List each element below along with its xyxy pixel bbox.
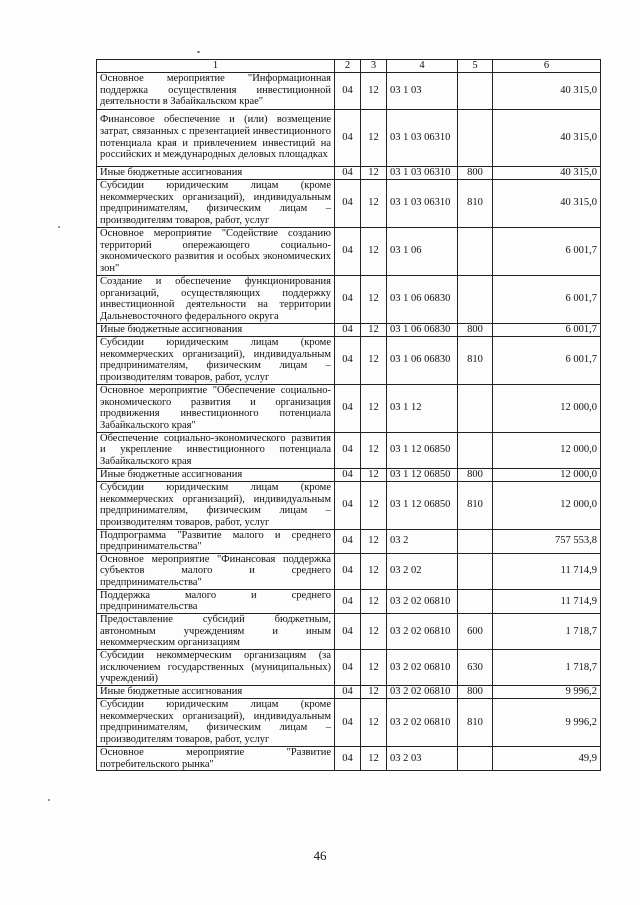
page-number: 46 bbox=[313, 848, 327, 863]
row-name: Основное мероприятие "Содействие созданию территорий опережающего социально-экономического развития и особых экономических зон" bbox=[97, 227, 335, 275]
header-col-1: 1 bbox=[97, 60, 335, 73]
table-row bbox=[97, 746, 601, 770]
row-col-6: 1 718,7 bbox=[493, 649, 601, 685]
row-col-6: 12 000,0 bbox=[493, 481, 601, 529]
table-row bbox=[97, 72, 601, 109]
row-col-2: 04 bbox=[335, 746, 361, 770]
row-name: Субсидии некоммерческим организациям (за исключением государственных (муниципальных) учреждений) bbox=[97, 649, 335, 685]
row-col-4: 03 1 06 06830 bbox=[387, 336, 458, 384]
budget-table bbox=[96, 59, 601, 771]
row-col-2: 04 bbox=[335, 179, 361, 227]
row-col-3: 12 bbox=[361, 166, 387, 179]
row-col-6: 11 714,9 bbox=[493, 553, 601, 589]
table-header-row bbox=[97, 60, 601, 73]
row-name: Основное мероприятие "Финансовая поддержка субъектов малого и среднего предпринимательства" bbox=[97, 553, 335, 589]
table-row bbox=[97, 432, 601, 468]
row-name: Поддержка малого и среднего предпринимательства bbox=[97, 589, 335, 613]
table-row bbox=[97, 649, 601, 685]
scan-speck bbox=[48, 799, 50, 801]
row-col-4: 03 2 02 06810 bbox=[387, 685, 458, 698]
row-col-2: 04 bbox=[335, 275, 361, 323]
row-col-5: 810 bbox=[458, 481, 493, 529]
row-name: Субсидии юридическим лицам (кроме некоммерческих организаций), индивидуальным предпринимателям, физическим лицам – производителям товаров, работ, услуг bbox=[97, 179, 335, 227]
row-col-6: 6 001,7 bbox=[493, 336, 601, 384]
row-col-4: 03 1 12 06850 bbox=[387, 481, 458, 529]
row-col-4: 03 1 06 bbox=[387, 227, 458, 275]
row-col-3: 12 bbox=[361, 698, 387, 746]
table-row bbox=[97, 529, 601, 553]
row-name: Иные бюджетные ассигнования bbox=[97, 685, 335, 698]
row-col-2: 04 bbox=[335, 432, 361, 468]
row-col-3: 12 bbox=[361, 746, 387, 770]
row-col-5: 630 bbox=[458, 649, 493, 685]
table-row bbox=[97, 698, 601, 746]
row-col-5 bbox=[458, 275, 493, 323]
row-col-3: 12 bbox=[361, 336, 387, 384]
row-col-6: 40 315,0 bbox=[493, 166, 601, 179]
row-col-4: 03 2 02 bbox=[387, 553, 458, 589]
table-row bbox=[97, 227, 601, 275]
row-col-5 bbox=[458, 589, 493, 613]
row-col-3: 12 bbox=[361, 275, 387, 323]
table-row bbox=[97, 109, 601, 166]
row-col-5: 800 bbox=[458, 685, 493, 698]
row-col-3: 12 bbox=[361, 553, 387, 589]
row-col-5: 800 bbox=[458, 468, 493, 481]
row-col-6: 11 714,9 bbox=[493, 589, 601, 613]
row-name: Основное мероприятие "Информационная поддержка осуществления инвестиционной деятельности в Забайкальском крае" bbox=[97, 72, 335, 109]
row-col-3: 12 bbox=[361, 384, 387, 432]
row-col-4: 03 1 12 06850 bbox=[387, 468, 458, 481]
row-col-6: 6 001,7 bbox=[493, 275, 601, 323]
row-name: Подпрограмма "Развитие малого и среднего предпринимательства" bbox=[97, 529, 335, 553]
row-col-3: 12 bbox=[361, 72, 387, 109]
table-row bbox=[97, 179, 601, 227]
row-col-4: 03 1 06 06830 bbox=[387, 323, 458, 336]
row-col-6: 40 315,0 bbox=[493, 179, 601, 227]
row-col-4: 03 1 06 06830 bbox=[387, 275, 458, 323]
row-col-5 bbox=[458, 529, 493, 553]
row-col-5 bbox=[458, 553, 493, 589]
row-col-3: 12 bbox=[361, 109, 387, 166]
row-name: Предоставление субсидий бюджетным, автономным учреждениям и иным некоммерческим организациям bbox=[97, 613, 335, 649]
table-row bbox=[97, 275, 601, 323]
row-col-5: 800 bbox=[458, 166, 493, 179]
row-col-6: 40 315,0 bbox=[493, 109, 601, 166]
row-col-2: 04 bbox=[335, 166, 361, 179]
row-col-3: 12 bbox=[361, 685, 387, 698]
scan-speck bbox=[197, 51, 200, 53]
row-name: Основное мероприятие "Обеспечение социально-экономического развития и организация продвижения инвестиционного потенциала Забайкальского края" bbox=[97, 384, 335, 432]
row-col-2: 04 bbox=[335, 553, 361, 589]
row-col-2: 04 bbox=[335, 613, 361, 649]
row-col-2: 04 bbox=[335, 109, 361, 166]
table-row bbox=[97, 166, 601, 179]
row-col-3: 12 bbox=[361, 323, 387, 336]
table-row bbox=[97, 553, 601, 589]
row-col-2: 04 bbox=[335, 698, 361, 746]
row-name: Субсидии юридическим лицам (кроме некоммерческих организаций), индивидуальным предпринимателям, физическим лицам – производителям товаров, работ, услуг bbox=[97, 336, 335, 384]
row-col-2: 04 bbox=[335, 529, 361, 553]
row-col-5 bbox=[458, 432, 493, 468]
row-col-5 bbox=[458, 746, 493, 770]
row-col-4: 03 2 02 06810 bbox=[387, 589, 458, 613]
row-col-6: 9 996,2 bbox=[493, 698, 601, 746]
row-col-2: 04 bbox=[335, 323, 361, 336]
table-row bbox=[97, 589, 601, 613]
row-col-4: 03 2 bbox=[387, 529, 458, 553]
row-col-6: 6 001,7 bbox=[493, 323, 601, 336]
row-col-4: 03 2 02 06810 bbox=[387, 613, 458, 649]
row-col-3: 12 bbox=[361, 589, 387, 613]
row-col-3: 12 bbox=[361, 227, 387, 275]
row-name: Создание и обеспечение функционирования организаций, осуществляющих поддержку инвестиционной деятельности на территории Дальневосточного федерального округа bbox=[97, 275, 335, 323]
row-col-5 bbox=[458, 72, 493, 109]
row-col-6: 12 000,0 bbox=[493, 432, 601, 468]
row-col-5 bbox=[458, 384, 493, 432]
row-name: Субсидии юридическим лицам (кроме некоммерческих организаций), индивидуальным предпринимателям, физическим лицам – производителям товаров, работ, услуг bbox=[97, 481, 335, 529]
row-col-3: 12 bbox=[361, 468, 387, 481]
table-row bbox=[97, 384, 601, 432]
row-col-4: 03 2 03 bbox=[387, 746, 458, 770]
row-col-5: 810 bbox=[458, 698, 493, 746]
header-col-4: 4 bbox=[387, 60, 458, 73]
row-col-6: 1 718,7 bbox=[493, 613, 601, 649]
table-row bbox=[97, 685, 601, 698]
row-col-5 bbox=[458, 109, 493, 166]
row-col-3: 12 bbox=[361, 432, 387, 468]
row-col-2: 04 bbox=[335, 227, 361, 275]
row-col-6: 12 000,0 bbox=[493, 468, 601, 481]
row-col-2: 04 bbox=[335, 589, 361, 613]
row-col-4: 03 1 12 06850 bbox=[387, 432, 458, 468]
row-col-4: 03 2 02 06810 bbox=[387, 698, 458, 746]
row-col-4: 03 2 02 06810 bbox=[387, 649, 458, 685]
table-row bbox=[97, 323, 601, 336]
header-col-3: 3 bbox=[361, 60, 387, 73]
row-col-5: 810 bbox=[458, 179, 493, 227]
row-col-6: 6 001,7 bbox=[493, 227, 601, 275]
row-col-4: 03 1 03 bbox=[387, 72, 458, 109]
row-col-2: 04 bbox=[335, 72, 361, 109]
row-col-3: 12 bbox=[361, 529, 387, 553]
header-col-2: 2 bbox=[335, 60, 361, 73]
row-col-2: 04 bbox=[335, 649, 361, 685]
row-col-5: 810 bbox=[458, 336, 493, 384]
row-col-4: 03 1 03 06310 bbox=[387, 109, 458, 166]
row-col-3: 12 bbox=[361, 649, 387, 685]
row-col-5 bbox=[458, 227, 493, 275]
row-col-6: 40 315,0 bbox=[493, 72, 601, 109]
row-col-3: 12 bbox=[361, 481, 387, 529]
row-col-6: 757 553,8 bbox=[493, 529, 601, 553]
scan-speck bbox=[58, 226, 60, 228]
header-col-5: 5 bbox=[458, 60, 493, 73]
table-body bbox=[97, 72, 601, 771]
table-row bbox=[97, 481, 601, 529]
row-col-6: 49,9 bbox=[493, 746, 601, 770]
row-col-3: 12 bbox=[361, 179, 387, 227]
row-col-2: 04 bbox=[335, 468, 361, 481]
row-name: Финансовое обеспечение и (или) возмещение затрат, связанных с презентацией инвестиционного потенциала края и привлечением инвестиций на российских и международных деловых площадках bbox=[97, 109, 335, 166]
table-row bbox=[97, 468, 601, 481]
row-col-4: 03 1 03 06310 bbox=[387, 166, 458, 179]
row-col-6: 9 996,2 bbox=[493, 685, 601, 698]
row-name: Иные бюджетные ассигнования bbox=[97, 468, 335, 481]
row-col-5: 800 bbox=[458, 323, 493, 336]
row-col-2: 04 bbox=[335, 384, 361, 432]
row-name: Обеспечение социально-экономического развития и укрепление инвестиционного потенциала Забайкальского края bbox=[97, 432, 335, 468]
row-col-3: 12 bbox=[361, 613, 387, 649]
row-name: Иные бюджетные ассигнования bbox=[97, 323, 335, 336]
row-col-2: 04 bbox=[335, 685, 361, 698]
header-col-6: 6 bbox=[493, 60, 601, 73]
row-col-4: 03 1 03 06310 bbox=[387, 179, 458, 227]
row-col-2: 04 bbox=[335, 481, 361, 529]
row-col-6: 12 000,0 bbox=[493, 384, 601, 432]
row-name: Субсидии юридическим лицам (кроме некоммерческих организаций), индивидуальным предпринимателям, физическим лицам – производителям товаров, работ, услуг bbox=[97, 698, 335, 746]
row-col-4: 03 1 12 bbox=[387, 384, 458, 432]
table-row bbox=[97, 613, 601, 649]
row-col-5: 600 bbox=[458, 613, 493, 649]
row-name: Основное мероприятие "Развитие потребительского рынка" bbox=[97, 746, 335, 770]
table-row bbox=[97, 336, 601, 384]
row-name: Иные бюджетные ассигнования bbox=[97, 166, 335, 179]
row-col-2: 04 bbox=[335, 336, 361, 384]
